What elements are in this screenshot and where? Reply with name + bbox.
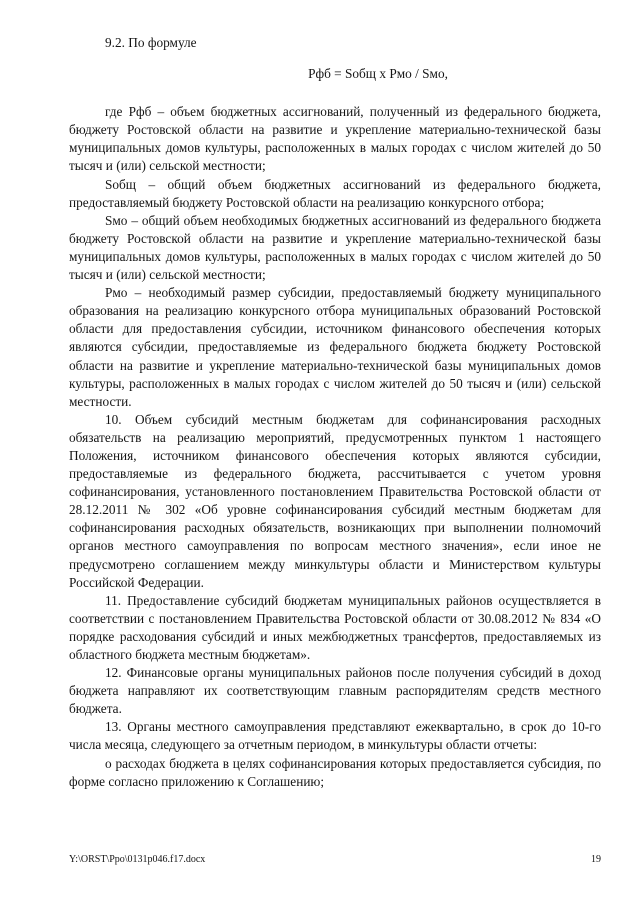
formula: Рфб = Sобщ x Рмо / Sмо, <box>308 66 448 82</box>
section-heading: 9.2. По формуле <box>105 35 197 50</box>
paragraph-item-13: 13. Органы местного самоуправления представляют ежеквартально, в срок до 10-го числа месяца, следующего за отчетным периодом, в минкультуры области отчеты: <box>69 719 601 753</box>
paragraph-rfb-definition: где Рфб – объем бюджетных ассигнований, полученный из федерального бюджета, бюджету Ростовской области на развитие и укрепление материально-технической базы муниципальных домов культуры, расположенных в малых городах с числом жителей до 50 тысяч и (или) сельской местности; <box>69 104 601 174</box>
document-body <box>69 34 601 791</box>
page-number: 19 <box>591 854 601 865</box>
file-path: Y:\ORST\Ppo\0131p046.f17.docx <box>69 854 206 865</box>
paragraph-report-expenses: о расходах бюджета в целях софинансирования которых предоставляется субсидия, по форме согласно приложению к Соглашению; <box>69 755 601 789</box>
paragraph-item-11: 11. Предоставление субсидий бюджетам муниципальных районов осуществляется в соответствии с постановлением Правительства Ростовской области от 30.08.2012 № 834 «О порядке расходования субсидий и иных межбюджетных трансфертов, предоставляемых из областного бюджета местным бюджетам». <box>69 592 601 662</box>
paragraph-smo-definition: Sмо – общий объем необходимых бюджетных ассигнований из федерального бюджета бюджету Ростовской области на развитие и укрепление материально-технической базы муниципальных домов культуры, расположенных в малых городах с числом жителей до 50 тысяч и (или) сельской местности; <box>69 212 601 283</box>
paragraph-sobsch-definition: Sобщ – общий объем бюджетных ассигнований из федерального бюджета, предоставляемый бюджету Ростовской области на реализацию конкурсного отбора; <box>69 176 601 210</box>
paragraph-rmo-definition: Рмо – необходимый размер субсидии, предоставляемый бюджету муниципального образования на реализацию конкурсного отбора муниципальных образований Ростовской области для предоставления субсидии, источником финансового обеспечения которых являются субсидии, предоставляемые из федерального бюджета бюджету Ростовской области на развитие и укрепление материально-технической базы муниципальных домов культуры, расположенных в малых городах с числом жителей до 50 тысяч и (или) сельской местности. <box>69 285 601 409</box>
paragraph-item-10: 10. Объем субсидий местным бюджетам для софинансирования расходных обязательств на реализацию мероприятий, предусмотренных пунктом 1 настоящего Положения, источником финансового обеспечения которых являются субсидии, предоставляемые из федерального бюджета, рассчитывается с учетом уровня софинансирования, установленного постановлением Правительства Ростовской области от 28.12.2011 № 302 «Об уровне софинансирования субсидий местным бюджетам для софинансирования расходных обязательств, возникающих при выполнении полномочий органов местного самоуправления по вопросам местного значения», если иное не предусмотрено соглашением между минкультуры области и Министерством культуры Российской Федерации. <box>69 411 601 590</box>
paragraph-item-12: 12. Финансовые органы муниципальных районов после получения субсидий в доход бюджета направляют их соответствующим главным распорядителям средств местного бюджета. <box>69 665 601 717</box>
